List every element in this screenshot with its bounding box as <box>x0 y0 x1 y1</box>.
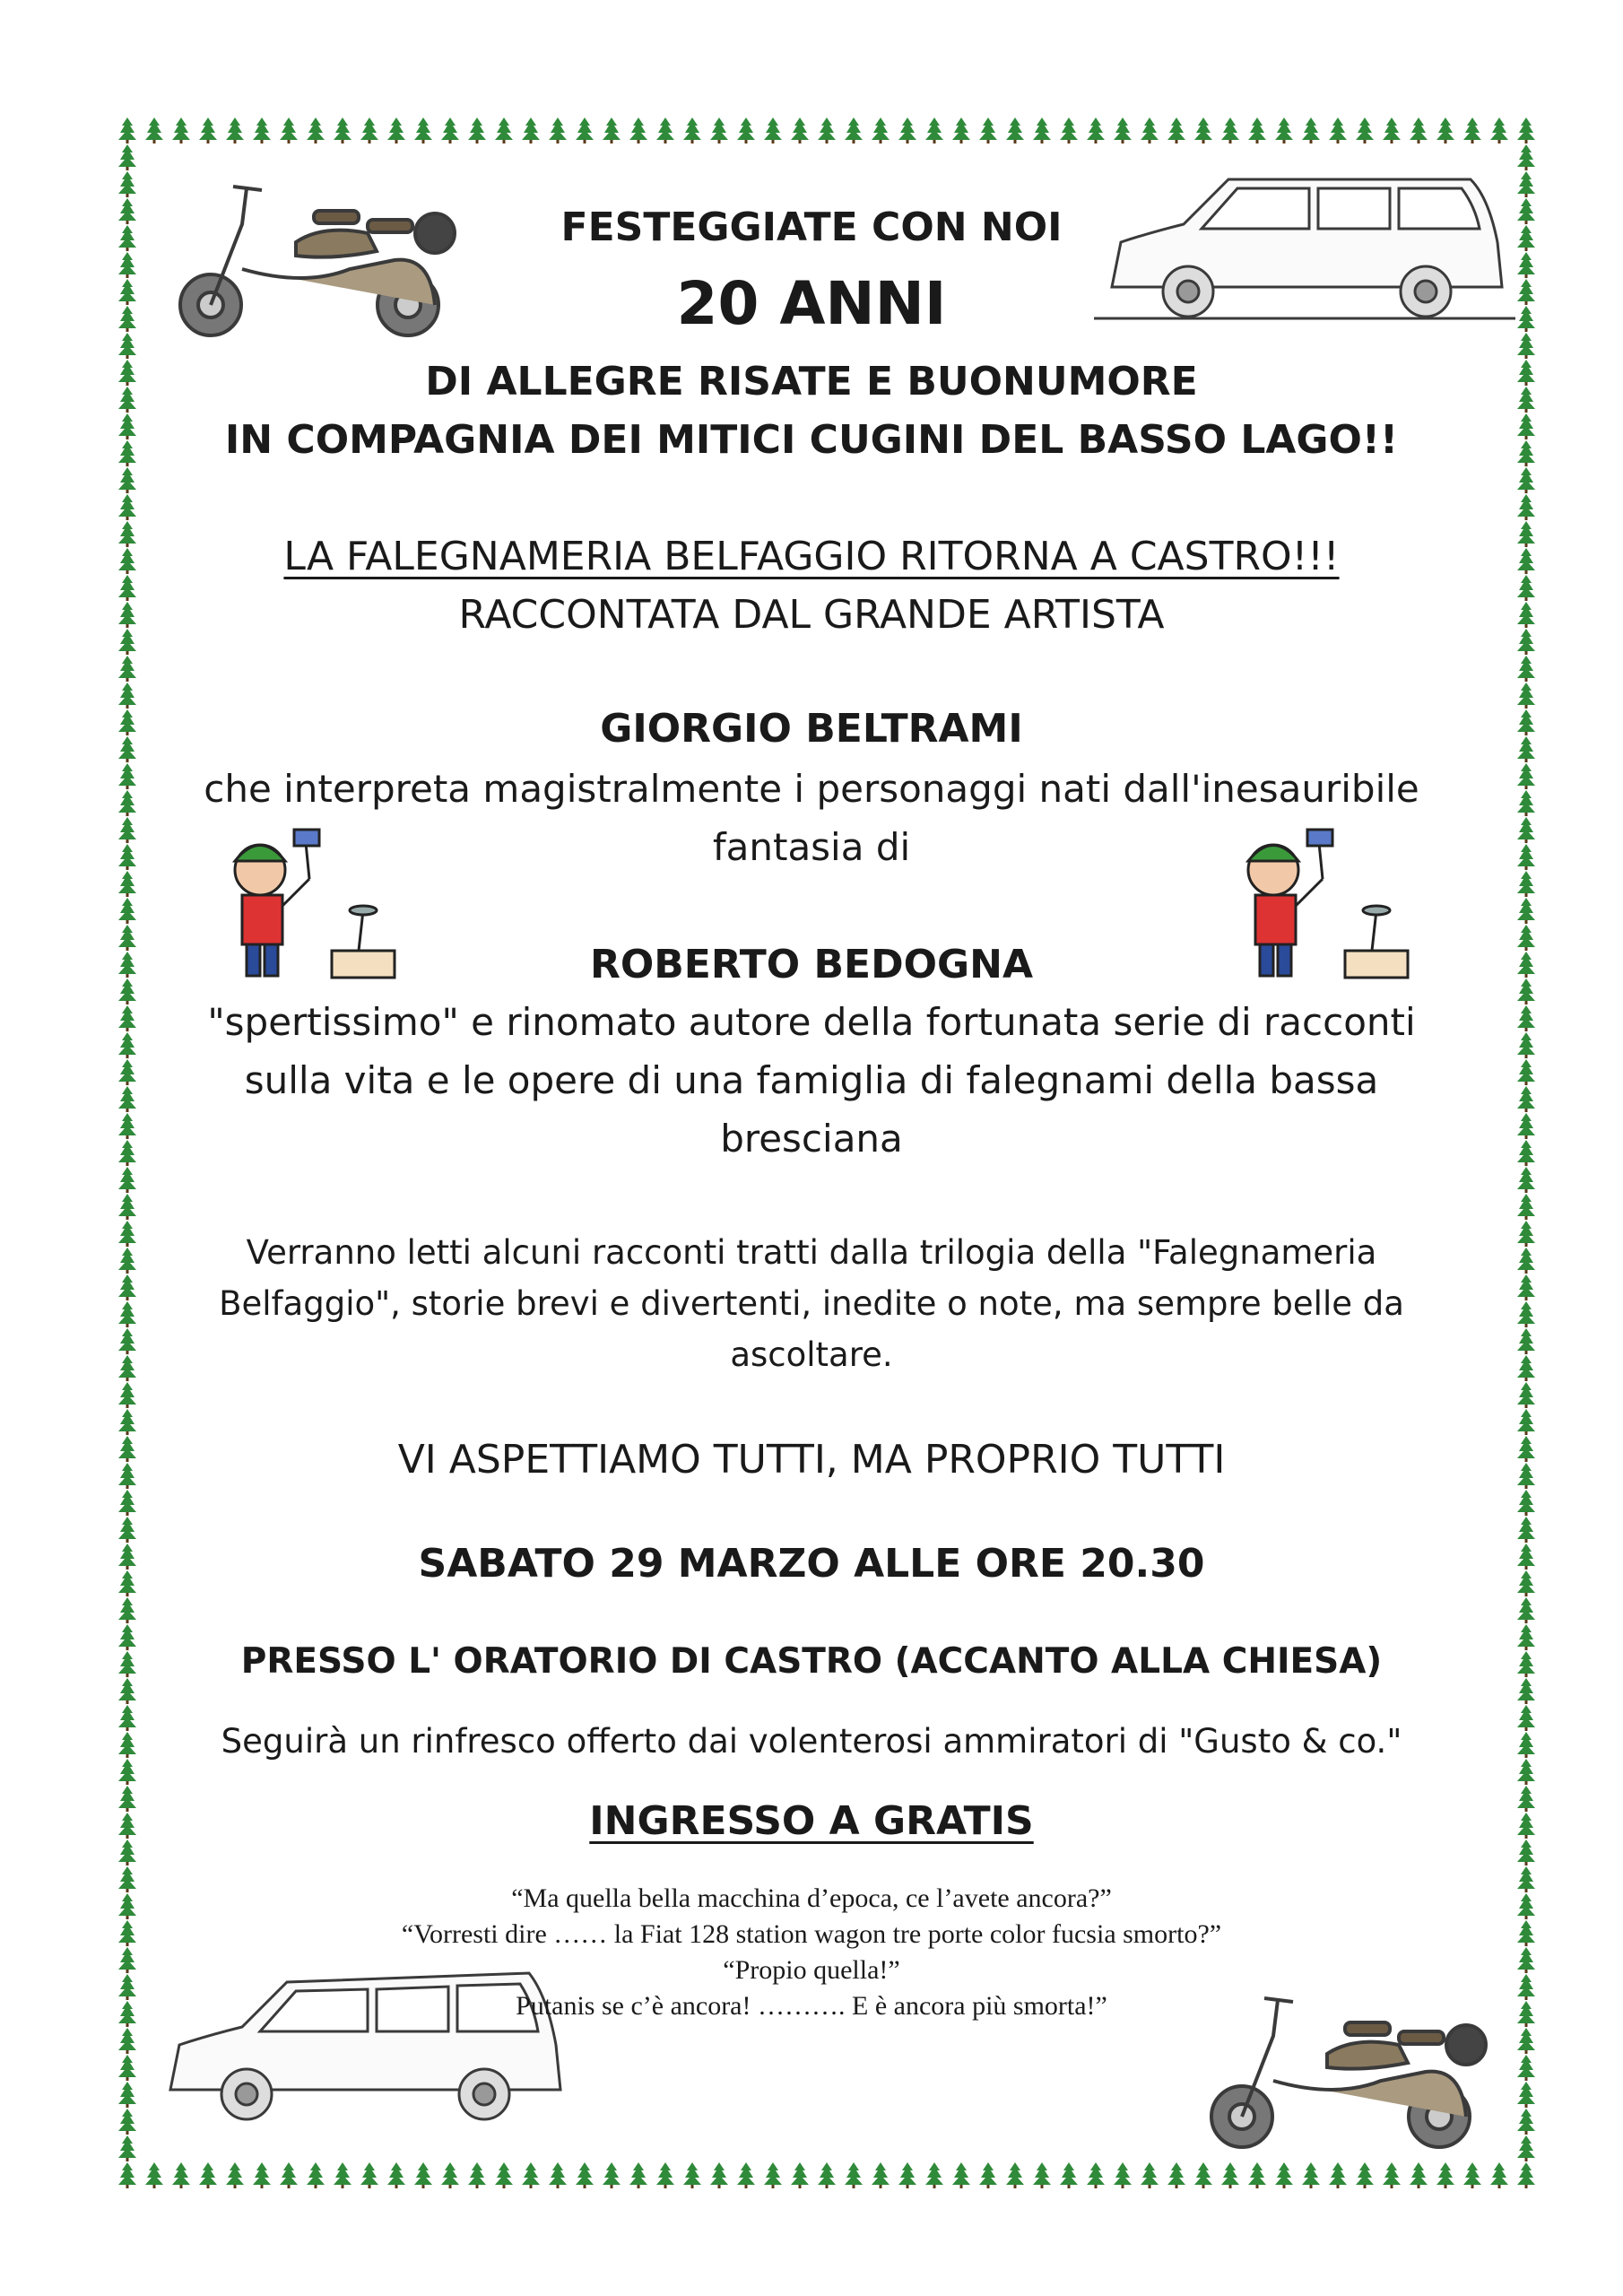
heading-line-4: IN COMPAGNIA DEI MITICI CUGINI DEL BASSO LAGO!! <box>224 417 1399 463</box>
refreshment-line: Seguirà un rinfresco offerto dai volenterosi ammiratori di "Gusto & co." <box>221 1722 1402 1761</box>
narrated-by: RACCONTATA DAL GRANDE ARTISTA <box>458 592 1165 638</box>
quote-line-1: “Ma quella bella macchina d’epoca, ce l’avete ancora?” <box>511 1883 1112 1913</box>
author-desc-3: bresciana <box>720 1117 903 1161</box>
invite-line: VI ASPETTIAMO TUTTI, MA PROPRIO TUTTI <box>397 1437 1226 1483</box>
event-location: PRESSO L' ORATORIO DI CASTRO (ACCANTO ALLA CHIESA) <box>240 1641 1383 1682</box>
author-name: ROBERTO BEDOGNA <box>589 942 1034 987</box>
quote-line-3: “Propio quella!” <box>723 1955 900 1985</box>
heading-line-3: DI ALLEGRE RISATE E BUONUMORE <box>425 359 1198 404</box>
quote-line-4: Putanis se c’è ancora! ………. E è ancora più smorta!” <box>516 1991 1107 2021</box>
artist-name: GIORGIO BELTRAMI <box>600 706 1023 752</box>
description-line-1: Verranno letti alcuni racconti tratti dalla trilogia della "Falegnameria <box>246 1233 1377 1272</box>
author-desc-2: sulla vita e le opere di una famiglia di falegnami della bassa <box>244 1058 1379 1102</box>
artist-desc-1: che interpreta magistralmente i personaggi nati dall'inesauribile <box>204 767 1419 811</box>
artist-desc-2: fantasia di <box>712 825 911 869</box>
description-line-2: Belfaggio", storie brevi e divertenti, inedite o note, ma sempre belle da <box>219 1284 1404 1323</box>
event-datetime: SABATO 29 MARZO ALLE ORE 20.30 <box>418 1541 1205 1587</box>
description-line-3: ascoltare. <box>730 1335 893 1374</box>
quote-line-2: “Vorresti dire …… la Fiat 128 station wagon tre porte color fucsia smorto?” <box>401 1919 1222 1949</box>
heading-20-anni: 20 ANNI <box>676 269 947 338</box>
author-desc-1: "spertissimo" e rinomato autore della fortunata serie di racconti <box>207 1000 1416 1044</box>
entry-free: INGRESSO A GRATIS <box>589 1798 1034 1844</box>
heading-line-1: FESTEGGIATE CON NOI <box>560 204 1063 250</box>
show-title: LA FALEGNAMERIA BELFAGGIO RITORNA A CASTRO!!! <box>283 534 1340 579</box>
